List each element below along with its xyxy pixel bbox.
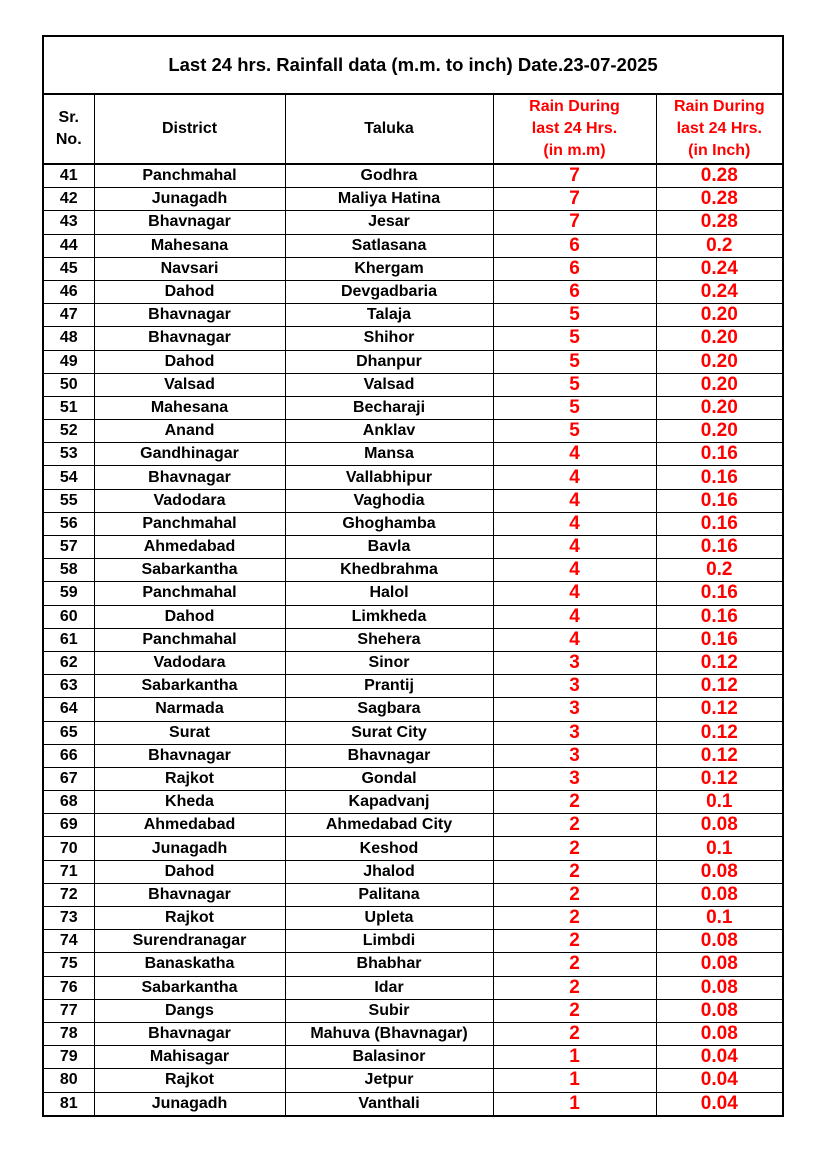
table-row xyxy=(43,698,783,721)
sr-no-cell: 79 xyxy=(43,1046,94,1069)
table-row xyxy=(43,164,783,188)
district-cell: Gandhinagar xyxy=(94,443,285,466)
table-row xyxy=(43,512,783,535)
rain-inch-cell: 0.16 xyxy=(656,443,783,466)
sr-no-cell: 43 xyxy=(43,211,94,234)
taluka-cell: Bhavnagar xyxy=(285,744,493,767)
sr-no-cell: 53 xyxy=(43,443,94,466)
rain-mm-cell: 3 xyxy=(493,651,656,674)
table-row xyxy=(43,1022,783,1045)
header-district: District xyxy=(94,94,285,164)
taluka-cell: Becharaji xyxy=(285,396,493,419)
rain-mm-cell: 4 xyxy=(493,628,656,651)
rain-mm-cell: 4 xyxy=(493,559,656,582)
rain-mm-cell: 5 xyxy=(493,373,656,396)
table-row xyxy=(43,675,783,698)
sr-no-cell: 68 xyxy=(43,791,94,814)
taluka-cell: Jhalod xyxy=(285,860,493,883)
district-cell: Bhavnagar xyxy=(94,327,285,350)
table-row xyxy=(43,1092,783,1116)
sr-no-cell: 46 xyxy=(43,280,94,303)
rain-inch-cell: 0.08 xyxy=(656,883,783,906)
rain-inch-cell: 0.2 xyxy=(656,559,783,582)
district-cell: Kheda xyxy=(94,791,285,814)
rain-inch-cell: 0.08 xyxy=(656,999,783,1022)
table-row xyxy=(43,744,783,767)
sr-no-cell: 69 xyxy=(43,814,94,837)
table-row xyxy=(43,304,783,327)
district-cell: Surendranagar xyxy=(94,930,285,953)
rain-inch-cell: 0.2 xyxy=(656,234,783,257)
rain-mm-cell: 3 xyxy=(493,698,656,721)
taluka-cell: Upleta xyxy=(285,907,493,930)
rain-mm-cell: 2 xyxy=(493,907,656,930)
district-cell: Bhavnagar xyxy=(94,883,285,906)
sr-no-cell: 73 xyxy=(43,907,94,930)
table-row xyxy=(43,257,783,280)
taluka-cell: Kapadvanj xyxy=(285,791,493,814)
taluka-cell: Bavla xyxy=(285,536,493,559)
district-cell: Valsad xyxy=(94,373,285,396)
rain-inch-cell: 0.1 xyxy=(656,907,783,930)
rain-inch-cell: 0.16 xyxy=(656,536,783,559)
table-row xyxy=(43,211,783,234)
table-row xyxy=(43,976,783,999)
taluka-cell: Dhanpur xyxy=(285,350,493,373)
sr-no-cell: 52 xyxy=(43,420,94,443)
taluka-cell: Bhabhar xyxy=(285,953,493,976)
district-cell: Sabarkantha xyxy=(94,976,285,999)
sr-no-cell: 71 xyxy=(43,860,94,883)
table-row xyxy=(43,466,783,489)
table-row xyxy=(43,280,783,303)
rain-inch-cell: 0.20 xyxy=(656,396,783,419)
sr-no-cell: 70 xyxy=(43,837,94,860)
district-cell: Vadodara xyxy=(94,489,285,512)
sr-no-cell: 62 xyxy=(43,651,94,674)
taluka-cell: Jetpur xyxy=(285,1069,493,1092)
district-cell: Bhavnagar xyxy=(94,466,285,489)
taluka-cell: Mansa xyxy=(285,443,493,466)
district-cell: Dahod xyxy=(94,280,285,303)
sr-no-cell: 45 xyxy=(43,257,94,280)
district-cell: Navsari xyxy=(94,257,285,280)
district-cell: Sabarkantha xyxy=(94,559,285,582)
table-row xyxy=(43,860,783,883)
district-cell: Junagadh xyxy=(94,837,285,860)
rain-inch-cell: 0.12 xyxy=(656,651,783,674)
table-row xyxy=(43,234,783,257)
sr-no-cell: 59 xyxy=(43,582,94,605)
table-row xyxy=(43,930,783,953)
rainfall-table xyxy=(42,35,784,1117)
district-cell: Rajkot xyxy=(94,767,285,790)
district-cell: Dangs xyxy=(94,999,285,1022)
district-cell: Anand xyxy=(94,420,285,443)
sr-no-cell: 63 xyxy=(43,675,94,698)
district-cell: Mahesana xyxy=(94,234,285,257)
sr-no-cell: 80 xyxy=(43,1069,94,1092)
rain-mm-cell: 2 xyxy=(493,814,656,837)
rain-mm-cell: 4 xyxy=(493,605,656,628)
taluka-cell: Shihor xyxy=(285,327,493,350)
rain-mm-cell: 3 xyxy=(493,721,656,744)
sr-no-cell: 75 xyxy=(43,953,94,976)
sr-no-cell: 42 xyxy=(43,188,94,211)
rain-mm-cell: 4 xyxy=(493,582,656,605)
table-row xyxy=(43,1069,783,1092)
taluka-cell: Valsad xyxy=(285,373,493,396)
district-cell: Mahesana xyxy=(94,396,285,419)
rain-mm-cell: 3 xyxy=(493,675,656,698)
rain-mm-cell: 2 xyxy=(493,791,656,814)
rain-inch-cell: 0.20 xyxy=(656,373,783,396)
table-row xyxy=(43,188,783,211)
title-row xyxy=(43,36,783,94)
sr-no-cell: 65 xyxy=(43,721,94,744)
rain-mm-cell: 5 xyxy=(493,396,656,419)
table-row xyxy=(43,883,783,906)
header-row xyxy=(43,94,783,164)
rain-mm-cell: 7 xyxy=(493,164,656,188)
taluka-cell: Talaja xyxy=(285,304,493,327)
rain-mm-cell: 2 xyxy=(493,930,656,953)
rain-mm-cell: 7 xyxy=(493,211,656,234)
district-cell: Panchmahal xyxy=(94,628,285,651)
rain-inch-cell: 0.12 xyxy=(656,744,783,767)
taluka-cell: Anklav xyxy=(285,420,493,443)
district-cell: Panchmahal xyxy=(94,512,285,535)
taluka-cell: Devgadbaria xyxy=(285,280,493,303)
rain-mm-cell: 5 xyxy=(493,304,656,327)
sr-no-cell: 51 xyxy=(43,396,94,419)
sr-no-cell: 76 xyxy=(43,976,94,999)
district-cell: Panchmahal xyxy=(94,164,285,188)
sr-no-cell: 41 xyxy=(43,164,94,188)
district-cell: Junagadh xyxy=(94,1092,285,1116)
sr-no-cell: 67 xyxy=(43,767,94,790)
table-row xyxy=(43,767,783,790)
rain-inch-cell: 0.16 xyxy=(656,512,783,535)
table-row xyxy=(43,420,783,443)
table-row xyxy=(43,907,783,930)
rain-inch-cell: 0.16 xyxy=(656,582,783,605)
taluka-cell: Satlasana xyxy=(285,234,493,257)
rain-mm-cell: 2 xyxy=(493,953,656,976)
district-cell: Junagadh xyxy=(94,188,285,211)
rain-mm-cell: 1 xyxy=(493,1046,656,1069)
rain-inch-cell: 0.20 xyxy=(656,420,783,443)
rain-mm-cell: 7 xyxy=(493,188,656,211)
header-taluka: Taluka xyxy=(285,94,493,164)
district-cell: Bhavnagar xyxy=(94,304,285,327)
table-row xyxy=(43,582,783,605)
taluka-cell: Jesar xyxy=(285,211,493,234)
taluka-cell: Keshod xyxy=(285,837,493,860)
rain-inch-cell: 0.16 xyxy=(656,489,783,512)
taluka-cell: Vaghodia xyxy=(285,489,493,512)
rain-mm-cell: 4 xyxy=(493,536,656,559)
sr-no-cell: 44 xyxy=(43,234,94,257)
district-cell: Rajkot xyxy=(94,1069,285,1092)
sr-no-cell: 77 xyxy=(43,999,94,1022)
rain-inch-cell: 0.04 xyxy=(656,1092,783,1116)
rain-inch-cell: 0.16 xyxy=(656,466,783,489)
rain-mm-cell: 6 xyxy=(493,280,656,303)
rain-inch-cell: 0.20 xyxy=(656,350,783,373)
sr-no-cell: 58 xyxy=(43,559,94,582)
table-row xyxy=(43,814,783,837)
table-row xyxy=(43,489,783,512)
sr-no-cell: 72 xyxy=(43,883,94,906)
taluka-cell: Shehera xyxy=(285,628,493,651)
district-cell: Narmada xyxy=(94,698,285,721)
sr-no-cell: 74 xyxy=(43,930,94,953)
rain-mm-cell: 2 xyxy=(493,999,656,1022)
sr-no-cell: 55 xyxy=(43,489,94,512)
district-cell: Ahmedabad xyxy=(94,536,285,559)
sr-no-cell: 81 xyxy=(43,1092,94,1116)
rain-inch-cell: 0.12 xyxy=(656,675,783,698)
table-row xyxy=(43,791,783,814)
district-cell: Rajkot xyxy=(94,907,285,930)
district-cell: Bhavnagar xyxy=(94,211,285,234)
rain-mm-cell: 1 xyxy=(493,1092,656,1116)
taluka-cell: Limbdi xyxy=(285,930,493,953)
table-row xyxy=(43,837,783,860)
rain-inch-cell: 0.28 xyxy=(656,164,783,188)
rain-inch-cell: 0.08 xyxy=(656,860,783,883)
rain-inch-cell: 0.12 xyxy=(656,721,783,744)
rain-mm-cell: 6 xyxy=(493,257,656,280)
taluka-cell: Khergam xyxy=(285,257,493,280)
rain-mm-cell: 3 xyxy=(493,767,656,790)
taluka-cell: Ghoghamba xyxy=(285,512,493,535)
sr-no-cell: 66 xyxy=(43,744,94,767)
sr-no-cell: 64 xyxy=(43,698,94,721)
rain-mm-cell: 2 xyxy=(493,860,656,883)
rain-inch-cell: 0.28 xyxy=(656,188,783,211)
taluka-cell: Ahmedabad City xyxy=(285,814,493,837)
rain-inch-cell: 0.08 xyxy=(656,976,783,999)
district-cell: Surat xyxy=(94,721,285,744)
rain-inch-cell: 0.24 xyxy=(656,280,783,303)
taluka-cell: Sagbara xyxy=(285,698,493,721)
sr-no-cell: 48 xyxy=(43,327,94,350)
district-cell: Panchmahal xyxy=(94,582,285,605)
sr-no-cell: 56 xyxy=(43,512,94,535)
table-row xyxy=(43,1046,783,1069)
rain-mm-cell: 4 xyxy=(493,512,656,535)
district-cell: Dahod xyxy=(94,860,285,883)
taluka-cell: Idar xyxy=(285,976,493,999)
table-row xyxy=(43,559,783,582)
district-cell: Dahod xyxy=(94,605,285,628)
rain-mm-cell: 5 xyxy=(493,420,656,443)
header-rain-inch: Rain During last 24 Hrs. (in Inch) xyxy=(656,94,783,164)
taluka-cell: Balasinor xyxy=(285,1046,493,1069)
sr-no-cell: 54 xyxy=(43,466,94,489)
sr-no-cell: 57 xyxy=(43,536,94,559)
rain-inch-cell: 0.08 xyxy=(656,814,783,837)
table-row xyxy=(43,327,783,350)
district-cell: Vadodara xyxy=(94,651,285,674)
table-row xyxy=(43,651,783,674)
rain-mm-cell: 6 xyxy=(493,234,656,257)
taluka-cell: Surat City xyxy=(285,721,493,744)
table-row xyxy=(43,721,783,744)
table-row xyxy=(43,953,783,976)
table-title: Last 24 hrs. Rainfall data (m.m. to inch) Date.23-07-2025 xyxy=(43,36,783,94)
rain-inch-cell: 0.20 xyxy=(656,327,783,350)
rain-mm-cell: 2 xyxy=(493,976,656,999)
rain-mm-cell: 3 xyxy=(493,744,656,767)
rain-inch-cell: 0.16 xyxy=(656,605,783,628)
taluka-cell: Limkheda xyxy=(285,605,493,628)
rain-mm-cell: 5 xyxy=(493,327,656,350)
rain-mm-cell: 2 xyxy=(493,883,656,906)
rain-inch-cell: 0.1 xyxy=(656,791,783,814)
rain-inch-cell: 0.24 xyxy=(656,257,783,280)
taluka-cell: Mahuva (Bhavnagar) xyxy=(285,1022,493,1045)
taluka-cell: Khedbrahma xyxy=(285,559,493,582)
taluka-cell: Subir xyxy=(285,999,493,1022)
taluka-cell: Godhra xyxy=(285,164,493,188)
rain-inch-cell: 0.08 xyxy=(656,1022,783,1045)
table-row xyxy=(43,373,783,396)
taluka-cell: Prantij xyxy=(285,675,493,698)
rain-mm-cell: 2 xyxy=(493,1022,656,1045)
taluka-cell: Vallabhipur xyxy=(285,466,493,489)
rain-inch-cell: 0.04 xyxy=(656,1046,783,1069)
table-row xyxy=(43,396,783,419)
taluka-cell: Gondal xyxy=(285,767,493,790)
sr-no-cell: 60 xyxy=(43,605,94,628)
table-body xyxy=(43,164,783,1116)
taluka-cell: Palitana xyxy=(285,883,493,906)
header-rain-mm: Rain During last 24 Hrs. (in m.m) xyxy=(493,94,656,164)
rain-mm-cell: 2 xyxy=(493,837,656,860)
taluka-cell: Sinor xyxy=(285,651,493,674)
table-row xyxy=(43,443,783,466)
sr-no-cell: 78 xyxy=(43,1022,94,1045)
table-row xyxy=(43,536,783,559)
sr-no-cell: 49 xyxy=(43,350,94,373)
taluka-cell: Maliya Hatina xyxy=(285,188,493,211)
taluka-cell: Halol xyxy=(285,582,493,605)
rain-inch-cell: 0.12 xyxy=(656,698,783,721)
rain-mm-cell: 5 xyxy=(493,350,656,373)
rain-inch-cell: 0.08 xyxy=(656,953,783,976)
rain-inch-cell: 0.04 xyxy=(656,1069,783,1092)
district-cell: Bhavnagar xyxy=(94,1022,285,1045)
rain-inch-cell: 0.1 xyxy=(656,837,783,860)
table-row xyxy=(43,350,783,373)
rain-inch-cell: 0.08 xyxy=(656,930,783,953)
district-cell: Bhavnagar xyxy=(94,744,285,767)
rain-mm-cell: 1 xyxy=(493,1069,656,1092)
district-cell: Ahmedabad xyxy=(94,814,285,837)
table-row xyxy=(43,605,783,628)
rain-inch-cell: 0.12 xyxy=(656,767,783,790)
rain-inch-cell: 0.16 xyxy=(656,628,783,651)
sr-no-cell: 50 xyxy=(43,373,94,396)
rain-mm-cell: 4 xyxy=(493,466,656,489)
rain-mm-cell: 4 xyxy=(493,489,656,512)
district-cell: Dahod xyxy=(94,350,285,373)
table-row xyxy=(43,628,783,651)
rain-mm-cell: 4 xyxy=(493,443,656,466)
table-row xyxy=(43,999,783,1022)
district-cell: Sabarkantha xyxy=(94,675,285,698)
district-cell: Banaskatha xyxy=(94,953,285,976)
sr-no-cell: 61 xyxy=(43,628,94,651)
header-sr-no: Sr. No. xyxy=(43,94,94,164)
sr-no-cell: 47 xyxy=(43,304,94,327)
rain-inch-cell: 0.28 xyxy=(656,211,783,234)
district-cell: Mahisagar xyxy=(94,1046,285,1069)
taluka-cell: Vanthali xyxy=(285,1092,493,1116)
rain-inch-cell: 0.20 xyxy=(656,304,783,327)
